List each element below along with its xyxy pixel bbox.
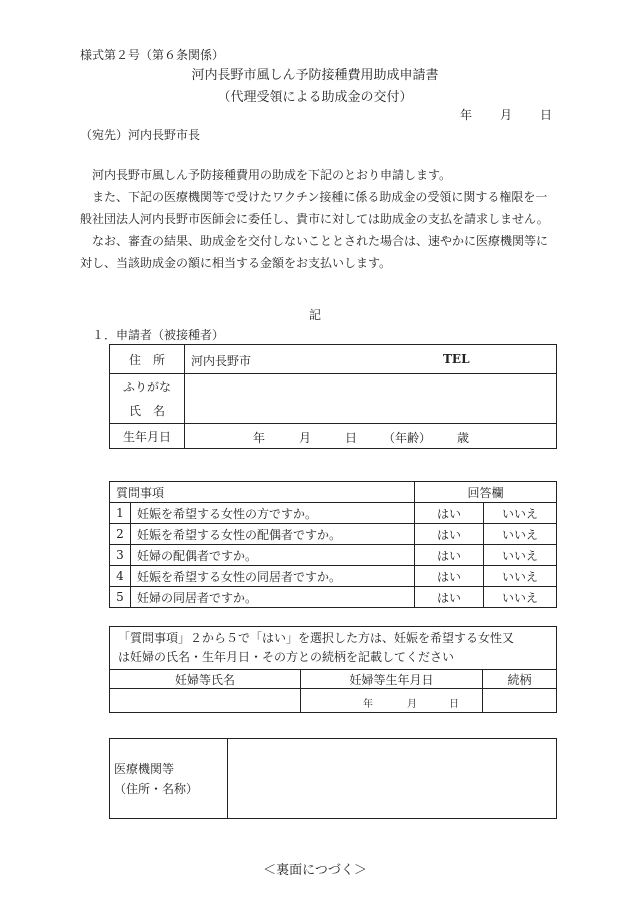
applicant-table [109,344,557,449]
paragraph-1: 河内長野市風しん予防接種費用の助成を下記のとおり申請します。 [92,168,452,182]
table-row [110,566,557,587]
question-number: 4 [110,566,131,587]
answer-yes[interactable]: はい [415,566,484,587]
paragraph-2: また、下記の医療機関等で受けたワクチン接種に係る助成金の受領に関する権限を一般社団法人河内長野市医師会に委任し、貴市に対しては助成金の支払を請求しません。 [80,190,549,226]
continue-note: ＜裏面につづく＞ [263,863,367,878]
answer-no[interactable]: いいえ [484,566,557,587]
answer-yes[interactable]: はい [415,524,484,545]
question-text: 妊婦の同居者ですか。 [131,587,415,608]
pregnant-name-field[interactable] [110,689,301,713]
name-field[interactable] [185,399,557,424]
col-pregnant-dob: 妊婦等生年月日 [301,670,483,689]
question-number: 5 [110,587,131,608]
medical-table [109,738,557,819]
answer-no[interactable]: いいえ [484,503,557,524]
answer-no[interactable]: いいえ [484,524,557,545]
dob-year: 年 [253,431,266,445]
table-row [110,587,557,608]
name-label: 氏 名 [110,399,185,424]
pregnant-note [110,627,557,670]
addressee: （宛先）河内長野市長 [80,128,201,142]
medical-field[interactable] [228,739,557,819]
question-text: 妊婦の配偶者ですか。 [131,545,415,566]
dob-label: 生年月日 [110,424,185,449]
dob-field[interactable] [185,424,557,449]
question-number: 2 [110,524,131,545]
date-month: 月 [500,108,513,122]
col-pregnant-name: 妊婦等氏名 [110,670,301,689]
answer-yes[interactable]: はい [415,503,484,524]
question-number: 1 [110,503,131,524]
question-text: 妊娠を希望する女性の同居者ですか。 [131,566,415,587]
question-number: 3 [110,545,131,566]
pregnant-dob-year: 年 [363,699,373,710]
age-unit: 歳 [457,431,470,445]
form-number: 様式第２号（第６条関係） [80,48,225,62]
ki-mark: 記 [308,308,321,322]
address-field[interactable] [185,345,557,374]
col-relation: 続柄 [483,670,557,689]
answer-no[interactable]: いいえ [484,545,557,566]
question-header: 質問事項 [110,482,415,503]
address-label: 住 所 [110,345,185,374]
table-row [110,524,557,545]
body-text [80,164,552,274]
tel-label: TEL [443,352,470,366]
form-title: 河内長野市風しん予防接種費用助成申請書 [191,68,439,83]
pregnant-dob-month: 月 [407,699,417,710]
answer-yes[interactable]: はい [415,587,484,608]
date-year: 年 [460,108,473,122]
answer-no[interactable]: いいえ [484,587,557,608]
address-value: 河内長野市 [191,354,252,368]
pregnant-note-line2: は妊婦の氏名・生年月日・その方との続柄を記載してください [118,650,455,664]
medical-label [110,739,228,819]
paragraph-3: なお、審査の結果、助成金を交付しないこととされた場合は、速やかに医療機関等に対し、当該助成金の額に相当する金額をお支払いします。 [80,234,549,270]
pregnant-info-table [109,626,557,713]
relation-field[interactable] [483,689,557,713]
answer-yes[interactable]: はい [415,545,484,566]
table-row [110,545,557,566]
question-text: 妊娠を希望する女性の方ですか。 [131,503,415,524]
answer-header: 回答欄 [415,482,557,503]
questions-table [109,481,557,608]
medical-label-line2: （住所・名称） [114,781,199,796]
dob-month: 月 [299,431,312,445]
dob-day: 日 [345,431,358,445]
question-text: 妊娠を希望する女性の配偶者ですか。 [131,524,415,545]
furigana-label: ふりがな [110,374,185,399]
table-row [110,503,557,524]
applicant-section-title: １．申請者（被接種者） [92,328,225,342]
date-day: 日 [540,108,553,122]
pregnant-dob-field[interactable] [301,689,483,713]
pregnant-dob-day: 日 [449,699,459,710]
form-subtitle: （代理受領による助成金の交付） [217,90,413,105]
age-label: （年齢） [383,431,432,445]
medical-label-line1: 医療機関等 [114,761,175,776]
pregnant-note-line1: 「質問事項」２から５で「はい」を選択した方は、妊娠を希望する女性又 [118,631,515,645]
furigana-field[interactable] [185,374,557,399]
